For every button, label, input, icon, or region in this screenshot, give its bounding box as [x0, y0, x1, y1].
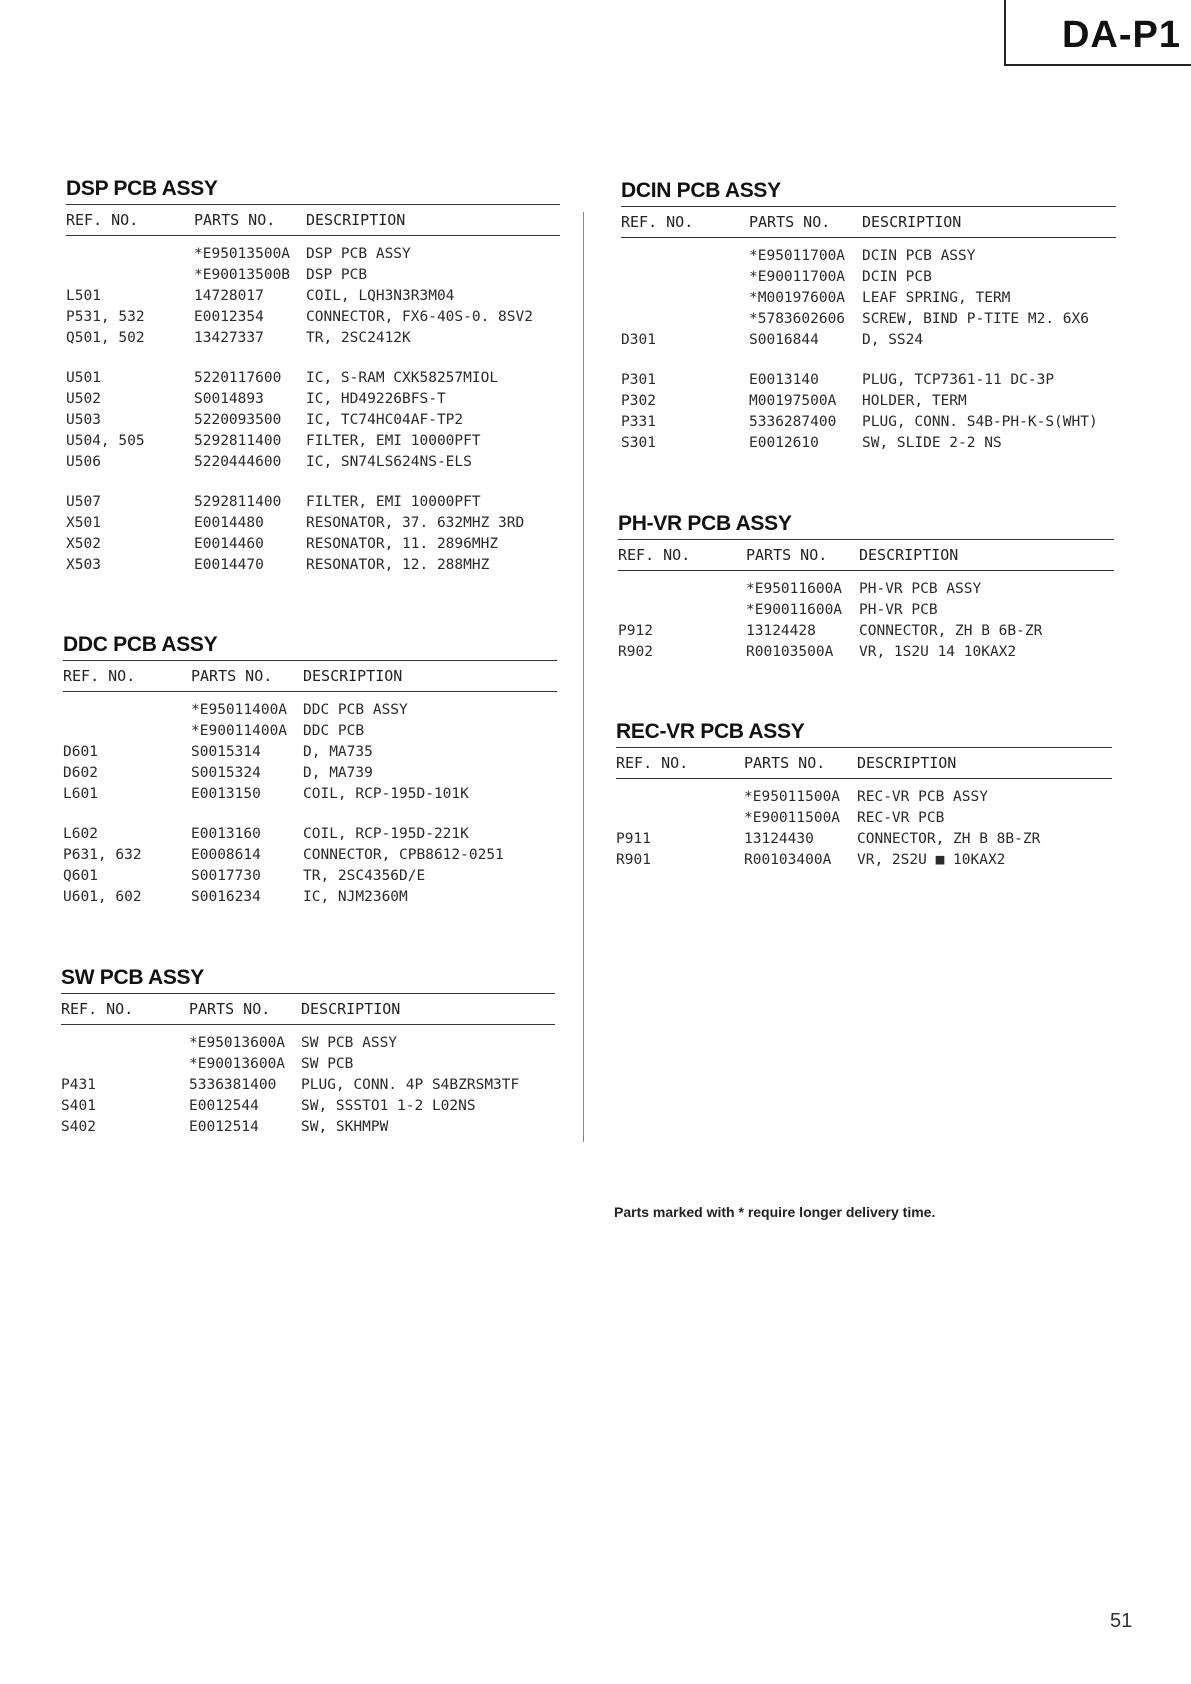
section-dsp — [66, 176, 560, 576]
description-cell: REC-VR PCB — [857, 810, 945, 826]
ref-no-cell: X502 — [66, 536, 101, 552]
parts-no-cell: *M00197600A — [749, 290, 846, 306]
table-row — [621, 433, 1116, 454]
description-cell: TR, 2SC4356D/E — [303, 868, 426, 884]
description-cell: RESONATOR, 11. 2896MHZ — [306, 536, 499, 552]
table-row — [621, 412, 1116, 433]
table-row — [621, 267, 1116, 288]
parts-no-cell: E0014470 — [194, 557, 264, 573]
table-header — [66, 205, 560, 235]
col-parts-header: PARTS NO. — [189, 1000, 271, 1018]
description-cell: DDC PCB — [303, 723, 365, 739]
ref-no-cell: Q501, 502 — [66, 330, 145, 346]
ref-no-cell — [616, 808, 744, 829]
table-row — [616, 829, 1112, 850]
parts-no-cell: 13427337 — [194, 330, 264, 346]
parts-no-cell: *E90013600A — [189, 1056, 286, 1072]
ref-no-cell — [63, 700, 191, 721]
ref-no-cell: S402 — [61, 1119, 96, 1135]
parts-no-cell: 5292811400 — [194, 494, 282, 510]
ref-no-cell — [621, 288, 749, 309]
description-cell: SW, SLIDE 2-2 NS — [862, 435, 1002, 451]
col-ref-header: REF. NO. — [61, 1000, 134, 1018]
table-row — [66, 431, 560, 452]
table-row — [621, 288, 1116, 309]
ref-no-cell — [618, 579, 746, 600]
table-row — [621, 370, 1116, 391]
section-title: REC-VR PCB ASSY — [616, 720, 805, 743]
parts-no-cell: *E90011600A — [746, 602, 843, 618]
table-row — [66, 328, 560, 349]
parts-no-cell: 5220117600 — [194, 370, 282, 386]
table-row — [66, 492, 560, 513]
description-cell: PH-VR PCB ASSY — [859, 581, 982, 597]
table-row — [63, 824, 557, 845]
table-row — [66, 265, 560, 286]
parts-no-cell: *E95011700A — [749, 248, 846, 264]
parts-no-cell: 5336381400 — [189, 1077, 277, 1093]
parts-no-cell: 13124428 — [746, 623, 816, 639]
ref-no-cell: U506 — [66, 454, 101, 470]
ref-no-cell: U601, 602 — [63, 889, 142, 905]
parts-no-cell: *E95011500A — [744, 789, 841, 805]
table-row — [63, 887, 557, 908]
table-header — [618, 540, 1114, 570]
table-row — [621, 391, 1116, 412]
table-row — [63, 845, 557, 866]
table-row — [61, 1054, 555, 1075]
ref-no-cell: P911 — [616, 831, 651, 847]
parts-no-cell: E0008614 — [191, 847, 261, 863]
parts-no-cell: E0013150 — [191, 786, 261, 802]
col-parts-header: PARTS NO. — [191, 667, 273, 685]
parts-no-cell: E0013140 — [749, 372, 819, 388]
description-cell: RESONATOR, 37. 632MHZ 3RD — [306, 515, 525, 531]
ref-no-cell — [618, 600, 746, 621]
table-row — [66, 513, 560, 534]
description-cell: D, MA739 — [303, 765, 373, 781]
ref-no-cell: S301 — [621, 435, 656, 451]
ref-no-cell: P912 — [618, 623, 653, 639]
parts-no-cell: E0012544 — [189, 1098, 259, 1114]
parts-no-cell: *E90013500B — [194, 267, 291, 283]
table-row — [618, 642, 1114, 663]
description-cell: SW, SKHMPW — [301, 1119, 389, 1135]
table-header — [616, 748, 1112, 778]
ref-no-cell — [66, 265, 194, 286]
col-desc-header: DESCRIPTION — [306, 211, 406, 229]
col-parts-header: PARTS NO. — [744, 754, 826, 772]
parts-no-cell: E0012514 — [189, 1119, 259, 1135]
ref-no-cell: D301 — [621, 332, 656, 348]
table-row — [61, 1033, 555, 1054]
description-cell: PLUG, TCP7361-11 DC-3P — [862, 372, 1055, 388]
description-cell: SW, SSSTO1 1-2 L02NS — [301, 1098, 476, 1114]
description-cell: LEAF SPRING, TERM — [862, 290, 1011, 306]
parts-no-cell: E0013160 — [191, 826, 261, 842]
description-cell: IC, HD49226BFS-T — [306, 391, 446, 407]
description-cell: COIL, RCP-195D-101K — [303, 786, 469, 802]
table-row — [61, 1096, 555, 1117]
table-row — [63, 700, 557, 721]
ref-no-cell: R901 — [616, 852, 651, 868]
section-title: PH-VR PCB ASSY — [618, 512, 792, 535]
ref-no-cell: S401 — [61, 1098, 96, 1114]
parts-no-cell: 5336287400 — [749, 414, 837, 430]
ref-no-cell: Q601 — [63, 868, 98, 884]
table-row — [66, 452, 560, 473]
description-cell: CONNECTOR, ZH B 6B-ZR — [859, 623, 1043, 639]
description-cell: PLUG, CONN. 4P S4BZRSM3TF — [301, 1077, 520, 1093]
parts-no-cell: E0014480 — [194, 515, 264, 531]
ref-no-cell: P531, 532 — [66, 309, 145, 325]
description-cell: CONNECTOR, FX6-40S-0. 8SV2 — [306, 309, 533, 325]
ref-no-cell: U501 — [66, 370, 101, 386]
table-row — [61, 1117, 555, 1138]
ref-no-cell: X501 — [66, 515, 101, 531]
col-desc-header: DESCRIPTION — [857, 754, 957, 772]
parts-no-cell: 5292811400 — [194, 433, 282, 449]
ref-no-cell: L601 — [63, 786, 98, 802]
table-row — [66, 410, 560, 431]
description-cell: SW PCB — [301, 1056, 354, 1072]
table-header — [61, 994, 555, 1024]
description-cell: TR, 2SC2412K — [306, 330, 411, 346]
table-row — [621, 309, 1116, 330]
parts-no-cell: *E90011500A — [744, 810, 841, 826]
parts-no-cell: R00103500A — [746, 644, 834, 660]
parts-no-cell: S0016844 — [749, 332, 819, 348]
ref-no-cell — [621, 309, 749, 330]
parts-no-cell: 14728017 — [194, 288, 264, 304]
description-cell: IC, NJM2360M — [303, 889, 408, 905]
col-ref-header: REF. NO. — [618, 546, 691, 564]
parts-no-cell: 5220444600 — [194, 454, 282, 470]
description-cell: IC, S-RAM CXK58257MIOL — [306, 370, 499, 386]
table-row — [66, 555, 560, 576]
parts-no-cell: *E95013600A — [189, 1035, 286, 1051]
description-cell: CONNECTOR, CPB8612-0251 — [303, 847, 504, 863]
section-dcin — [621, 178, 1116, 454]
ref-no-cell: L501 — [66, 288, 101, 304]
parts-no-cell: 5220093500 — [194, 412, 282, 428]
col-ref-header: REF. NO. — [621, 213, 694, 231]
table-row — [618, 579, 1114, 600]
description-cell: RESONATOR, 12. 288MHZ — [306, 557, 490, 573]
section-title: SW PCB ASSY — [61, 966, 204, 989]
description-cell: PH-VR PCB — [859, 602, 938, 618]
model-box — [1004, 0, 1191, 66]
parts-no-cell: *E90011400A — [191, 723, 288, 739]
col-desc-header: DESCRIPTION — [301, 1000, 401, 1018]
col-parts-header: PARTS NO. — [746, 546, 828, 564]
parts-no-cell: *E95011600A — [746, 581, 843, 597]
ref-no-cell — [63, 721, 191, 742]
table-row — [616, 850, 1112, 871]
parts-no-cell: *E95013500A — [194, 246, 291, 262]
table-row — [66, 286, 560, 307]
table-row — [63, 784, 557, 805]
section-phvr — [618, 511, 1114, 663]
ref-no-cell — [616, 787, 744, 808]
description-cell: PLUG, CONN. S4B-PH-K-S(WHT) — [862, 414, 1098, 430]
parts-no-cell: *E90011700A — [749, 269, 846, 285]
description-cell: D, SS24 — [862, 332, 924, 348]
ref-no-cell: P301 — [621, 372, 656, 388]
table-row — [66, 307, 560, 328]
ref-no-cell: D601 — [63, 744, 98, 760]
parts-no-cell: E0014460 — [194, 536, 264, 552]
table-row — [621, 246, 1116, 267]
section-recvr — [616, 719, 1112, 871]
ref-no-cell — [66, 244, 194, 265]
table-row — [66, 389, 560, 410]
table-row — [616, 787, 1112, 808]
table-row — [66, 368, 560, 389]
parts-no-cell: S0016234 — [191, 889, 261, 905]
description-cell: DSP PCB — [306, 267, 368, 283]
col-ref-header: REF. NO. — [66, 211, 139, 229]
parts-no-cell: S0015314 — [191, 744, 261, 760]
ref-no-cell: U503 — [66, 412, 101, 428]
ref-no-cell: P331 — [621, 414, 656, 430]
table-body — [616, 779, 1112, 871]
section-title: DDC PCB ASSY — [63, 633, 218, 656]
ref-no-cell — [621, 246, 749, 267]
delivery-note: Parts marked with * require longer delivery time. — [614, 1204, 936, 1220]
ref-no-cell: R902 — [618, 644, 653, 660]
col-parts-header: PARTS NO. — [749, 213, 831, 231]
parts-no-cell: M00197500A — [749, 393, 837, 409]
ref-no-cell: P631, 632 — [63, 847, 142, 863]
description-cell: COIL, RCP-195D-221K — [303, 826, 469, 842]
ref-no-cell — [61, 1054, 189, 1075]
description-cell: SCREW, BIND P-TITE M2. 6X6 — [862, 311, 1089, 327]
parts-no-cell: *5783602606 — [749, 311, 846, 327]
description-cell: VR, 1S2U 14 10KAX2 — [859, 644, 1017, 660]
description-cell: HOLDER, TERM — [862, 393, 967, 409]
parts-no-cell: E0012354 — [194, 309, 264, 325]
parts-no-cell: S0014893 — [194, 391, 264, 407]
col-desc-header: DESCRIPTION — [862, 213, 962, 231]
col-ref-header: REF. NO. — [616, 754, 689, 772]
table-row — [618, 600, 1114, 621]
col-ref-header: REF. NO. — [63, 667, 136, 685]
table-row — [63, 866, 557, 887]
section-title: DSP PCB ASSY — [66, 177, 218, 200]
ref-no-cell: U504, 505 — [66, 433, 145, 449]
table-header — [621, 207, 1116, 237]
table-body — [618, 571, 1114, 663]
col-parts-header: PARTS NO. — [194, 211, 276, 229]
model-title: DA-P1 — [1061, 14, 1181, 56]
description-cell: SW PCB ASSY — [301, 1035, 398, 1051]
description-cell: DCIN PCB ASSY — [862, 248, 976, 264]
ref-no-cell: D602 — [63, 765, 98, 781]
page-number: 51 — [1110, 1610, 1133, 1632]
description-cell: FILTER, EMI 10000PFT — [306, 433, 481, 449]
section-title: DCIN PCB ASSY — [621, 179, 781, 202]
col-desc-header: DESCRIPTION — [303, 667, 403, 685]
table-row — [616, 808, 1112, 829]
description-cell: CONNECTOR, ZH B 8B-ZR — [857, 831, 1041, 847]
description-cell: VR, 2S2U ■ 10KAX2 — [857, 852, 1006, 868]
table-body — [66, 236, 560, 576]
col-desc-header: DESCRIPTION — [859, 546, 959, 564]
section-sw — [61, 965, 555, 1138]
description-cell: COIL, LQH3N3R3M04 — [306, 288, 455, 304]
parts-no-cell: S0017730 — [191, 868, 261, 884]
table-body — [621, 238, 1116, 454]
table-row — [63, 742, 557, 763]
table-row — [61, 1075, 555, 1096]
description-cell: D, MA735 — [303, 744, 373, 760]
section-ddc — [63, 632, 557, 908]
description-cell: FILTER, EMI 10000PFT — [306, 494, 481, 510]
ref-no-cell — [61, 1033, 189, 1054]
parts-no-cell: *E95011400A — [191, 702, 288, 718]
parts-no-cell: E0012610 — [749, 435, 819, 451]
parts-no-cell: S0015324 — [191, 765, 261, 781]
ref-no-cell: P431 — [61, 1077, 96, 1093]
parts-no-cell: 13124430 — [744, 831, 814, 847]
description-cell: IC, SN74LS624NS-ELS — [306, 454, 472, 470]
description-cell: IC, TC74HC04AF-TP2 — [306, 412, 464, 428]
parts-no-cell: R00103400A — [744, 852, 832, 868]
table-header — [63, 661, 557, 691]
ref-no-cell — [621, 267, 749, 288]
ref-no-cell: P302 — [621, 393, 656, 409]
description-cell: DSP PCB ASSY — [306, 246, 411, 262]
description-cell: DCIN PCB — [862, 269, 932, 285]
table-row — [63, 763, 557, 784]
ref-no-cell: L602 — [63, 826, 98, 842]
table-row — [618, 621, 1114, 642]
table-row — [63, 721, 557, 742]
table-row — [66, 244, 560, 265]
description-cell: DDC PCB ASSY — [303, 702, 408, 718]
table-row — [621, 330, 1116, 351]
ref-no-cell: X503 — [66, 557, 101, 573]
ref-no-cell: U502 — [66, 391, 101, 407]
column-divider — [583, 212, 584, 1142]
table-body — [61, 1025, 555, 1138]
ref-no-cell: U507 — [66, 494, 101, 510]
table-body — [63, 692, 557, 908]
table-row — [66, 534, 560, 555]
description-cell: REC-VR PCB ASSY — [857, 789, 988, 805]
